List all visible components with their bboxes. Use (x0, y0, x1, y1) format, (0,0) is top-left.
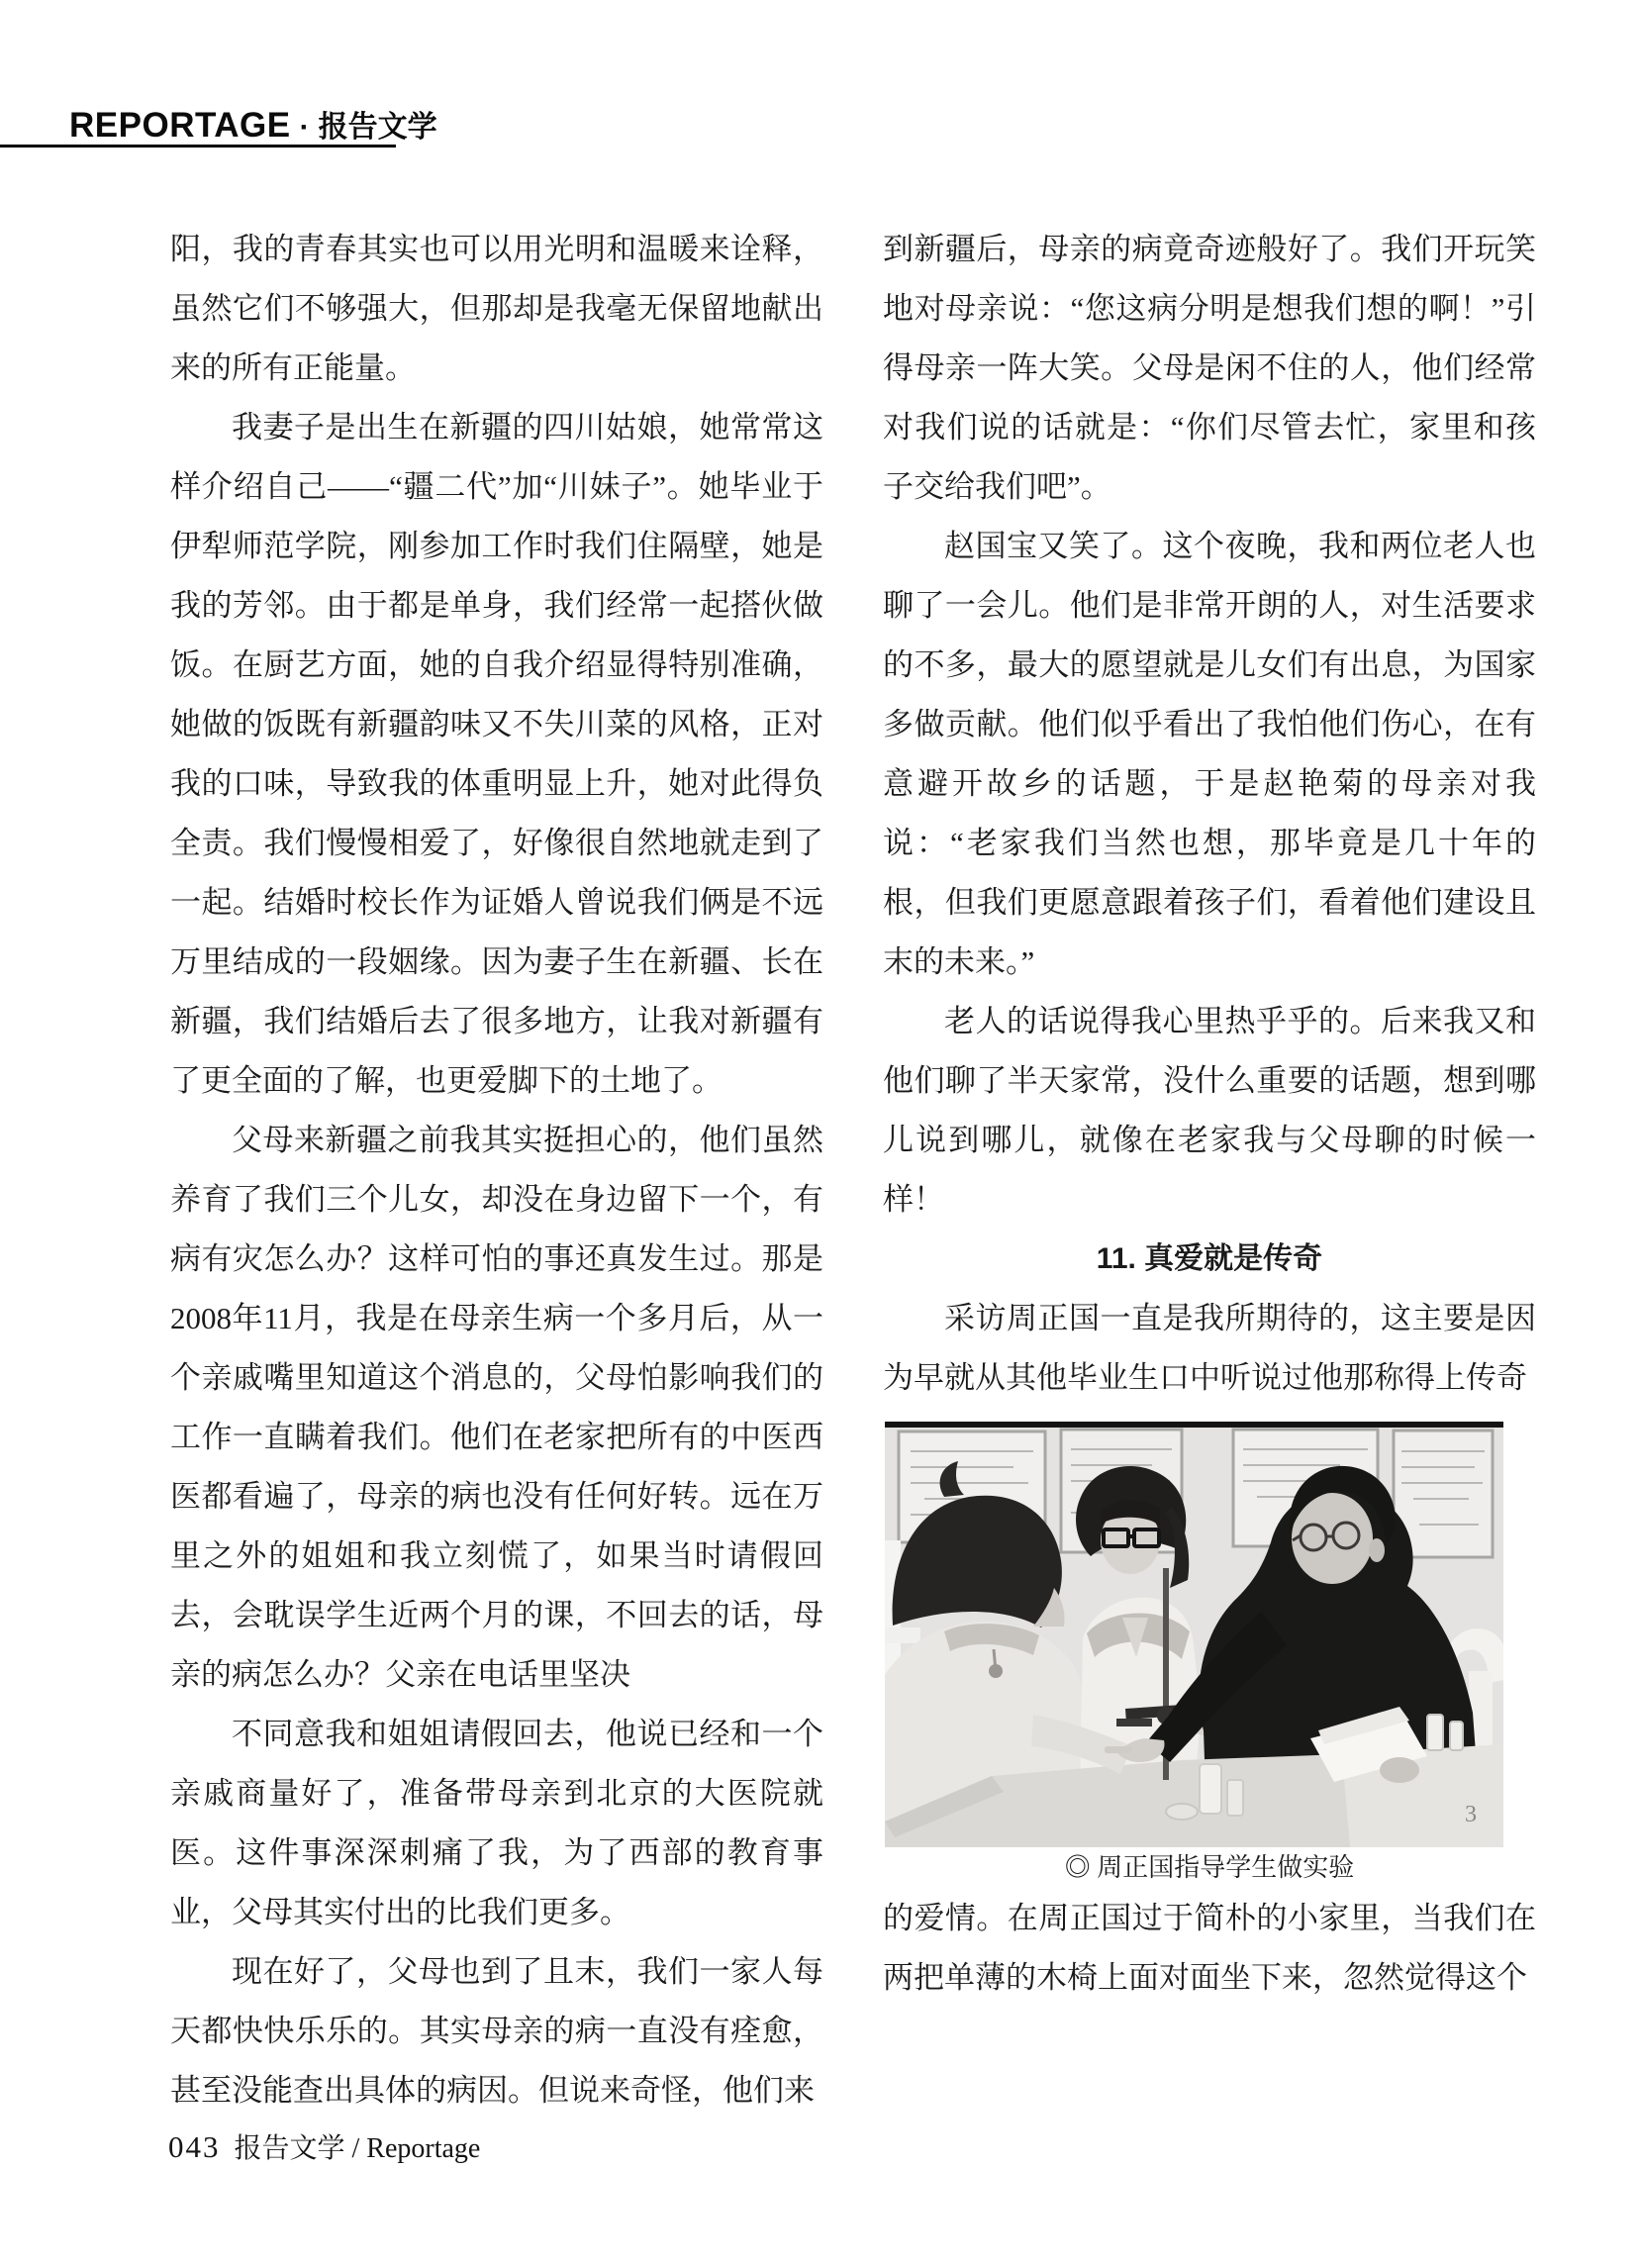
masthead (69, 102, 437, 146)
paragraph: 阳，我的青春其实也可以用光明和温暖来诠释，虽然它们不够强大，但那却是我毫无保留地献出来的所有正能量。 (170, 232, 823, 385)
photo-caption: ◎ 周正国指导学生做实验 (1064, 1853, 1355, 1882)
masthead-title-en: REPORTAGE (69, 106, 291, 145)
masthead-title-zh: 报告文学 (318, 111, 437, 144)
section-heading: 11. 真爱就是传奇 (1096, 1242, 1323, 1275)
masthead-separator: · (299, 111, 310, 144)
left-column (170, 220, 823, 2120)
paragraph: 赵国宝又笑了。这个夜晚，我和两位老人也聊了一会儿。他们是非常开朗的人，对生活要求的不多，最大的愿望就是儿女们有出息，为国家多做贡献。他们似乎看出了我怕他们伤心，在有意避开故乡的话题，于是赵艳菊的母亲对我说：“老家我们当然也想，那毕竟是几十年的根，但我们更愿意跟着孩子们，看着他们建设且末的未来。” (883, 529, 1536, 979)
masthead-rule (0, 145, 396, 148)
right-column (883, 220, 1536, 2008)
experiment-photo (885, 1422, 1503, 1847)
page-number: 043 (168, 2129, 221, 2164)
paragraph: 采访周正国一直是我所期待的，这主要是因为早就从其他毕业生口中听说过他那称得上传奇 (883, 1301, 1536, 1395)
page-footer (168, 2126, 480, 2166)
paragraph: 老人的话说得我心里热乎乎的。后来我又和他们聊了半天家常，没什么重要的话题，想到哪儿说到哪儿，就像在老家我与父母聊的时候一样！ (883, 1004, 1536, 1217)
paragraph: 父母来新疆之前我其实挺担心的，他们虽然养育了我们三个儿女，却没在身边留下一个，有病有灾怎么办？这样可怕的事还真发生过。那是2008年11月，我是在母亲生病一个多月后，从一个亲戚嘴里知道这个消息的，父母怕影响我们的工作一直瞒着我们。他们在老家把所有的中医西医都看遍了，母亲的病也没有任何好转。远在万里之外的姐姐和我立刻慌了，如果当时请假回去，会耽误学生近两个月的课，不回去的话，母亲的病怎么办？父亲在电话里坚决 (170, 1123, 823, 1692)
paragraph: 现在好了，父母也到了且末，我们一家人每天都快快乐乐的。其实母亲的病一直没有痊愈，甚至没能查出具体的病因。但说来奇怪，他们来 (170, 1954, 823, 2108)
footer-section-label: 报告文学 / Reportage (234, 2133, 481, 2164)
paragraph: 不同意我和姐姐请假回去，他说已经和一个亲戚商量好了，准备带母亲到北京的大医院就医。这件事深深刺痛了我，为了西部的教育事业，父母其实付出的比我们更多。 (170, 1717, 823, 1929)
experiment-photo-illustration (885, 1422, 1503, 1847)
svg-text:3: 3 (1465, 1802, 1477, 1827)
paragraph: 的爱情。在周正国过于简朴的小家里，当我们在两把单薄的木椅上面对面坐下来，忽然觉得这个 (883, 1901, 1536, 1995)
paragraph: 到新疆后，母亲的病竟奇迹般好了。我们开玩笑地对母亲说：“您这病分明是想我们想的啊！”引得母亲一阵大笑。父母是闲不住的人，他们经常对我们说的话就是：“你们尽管去忙，家里和孩子交给我们吧”。 (883, 232, 1536, 504)
paragraph: 我妻子是出生在新疆的四川姑娘，她常常这样介绍自己——“疆二代”加“川妹子”。她毕业于伊犁师范学院，刚参加工作时我们住隔壁，她是我的芳邻。由于都是单身，我们经常一起搭伙做饭。在厨艺方面，她的自我介绍显得特别准确，她做的饭既有新疆韵味又不失川菜的风格，正对我的口味，导致我的体重明显上升，她对此得负全责。我们慢慢相爱了，好像很自然地就走到了一起。结婚时校长作为证婚人曾说我们俩是不远万里结成的一段姻缘。因为妻子生在新疆、长在新疆，我们结婚后去了很多地方，让我对新疆有了更全面的了解，也更爱脚下的土地了。 (170, 410, 823, 1098)
